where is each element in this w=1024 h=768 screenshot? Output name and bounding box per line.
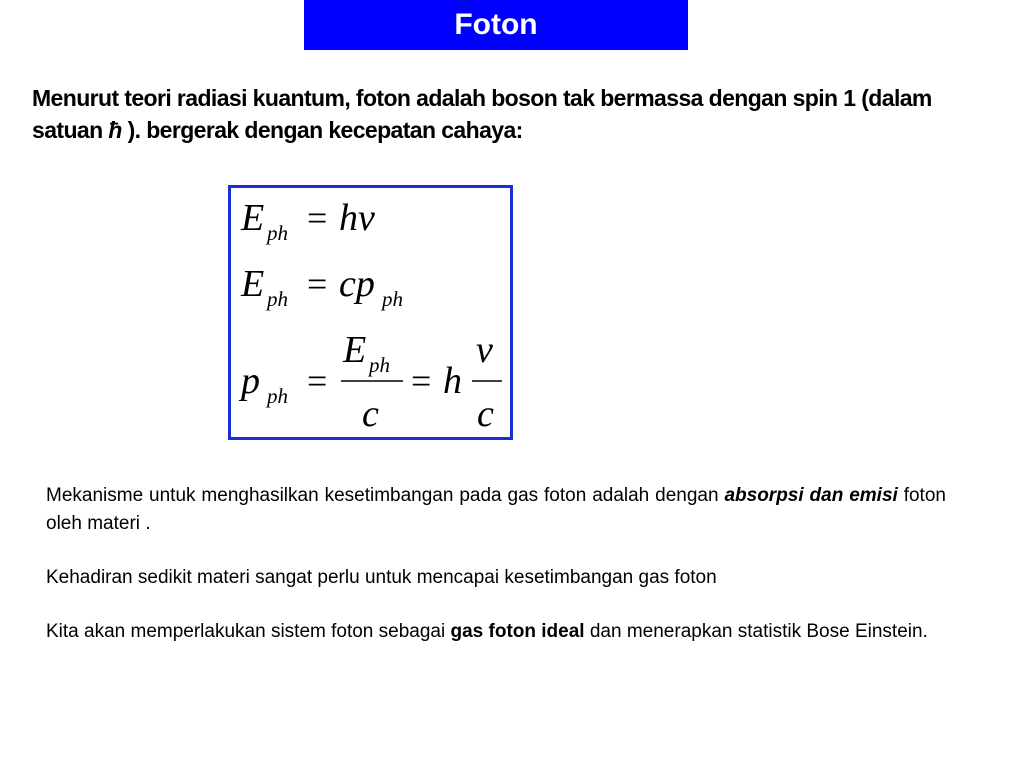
paragraph-matter bbox=[46, 564, 946, 592]
equation-photon-momentum bbox=[238, 329, 502, 435]
intro-part1: Menurut teori radiasi kuantum, foton adalah boson tak bermassa dengan spin 1 (dalam satuan bbox=[32, 85, 932, 143]
eq3-lhs-sub: ph bbox=[267, 384, 288, 408]
equations-svg bbox=[231, 188, 510, 437]
hbar-symbol: ħ bbox=[108, 117, 122, 143]
frac1-numerator-sub: ph bbox=[369, 353, 390, 377]
equation-box bbox=[228, 185, 513, 440]
eq1-rhs: hν bbox=[339, 197, 375, 239]
intro-part2: ). bergerak dengan kecepatan cahaya: bbox=[121, 117, 523, 143]
p1-text-b: foton oleh materi . bbox=[46, 485, 946, 534]
eq2-rhs: cp bbox=[339, 263, 375, 305]
eq1-lhs-sub: ph bbox=[267, 221, 288, 245]
p3-strong: gas foton ideal bbox=[450, 621, 585, 642]
eq2-equals: = bbox=[307, 264, 328, 304]
p3-text-a: Kita akan memperlakukan sistem foton sebagai bbox=[46, 621, 451, 642]
eq3-h: h bbox=[443, 360, 462, 402]
paragraph-ideal-gas bbox=[46, 618, 946, 646]
body-paragraphs bbox=[46, 482, 946, 672]
equation-energy-momentum bbox=[240, 263, 403, 311]
intro-text bbox=[32, 82, 992, 146]
slide-title-text: Foton bbox=[454, 8, 538, 41]
eq2-lhs: E bbox=[241, 263, 265, 305]
frac1-numerator: E bbox=[343, 329, 367, 371]
eq3-equals-2: = bbox=[411, 361, 432, 401]
frac2-denominator: c bbox=[477, 393, 494, 435]
p3-text-b: dan menerapkan statistik Bose Einstein. bbox=[584, 621, 928, 642]
p1-text-a: Mekanisme untuk menghasilkan kesetimbangan pada gas foton adalah dengan bbox=[46, 485, 725, 506]
slide-title bbox=[304, 0, 688, 50]
equation-photon-energy bbox=[240, 197, 375, 245]
eq3-equals-1: = bbox=[307, 361, 328, 401]
eq2-rhs-sub: ph bbox=[382, 287, 403, 311]
paragraph-mechanism bbox=[46, 482, 946, 538]
eq1-equals: = bbox=[307, 198, 328, 238]
eq2-lhs-sub: ph bbox=[267, 287, 288, 311]
frac1-denominator: c bbox=[362, 393, 379, 435]
p1-emphasis: absorpsi dan emisi bbox=[724, 485, 898, 506]
eq3-lhs: p bbox=[241, 360, 260, 402]
eq1-lhs: E bbox=[241, 197, 265, 239]
frac2-numerator: ν bbox=[476, 329, 493, 371]
p2-text: Kehadiran sedikit materi sangat perlu untuk mencapai kesetimbangan gas foton bbox=[46, 567, 717, 588]
